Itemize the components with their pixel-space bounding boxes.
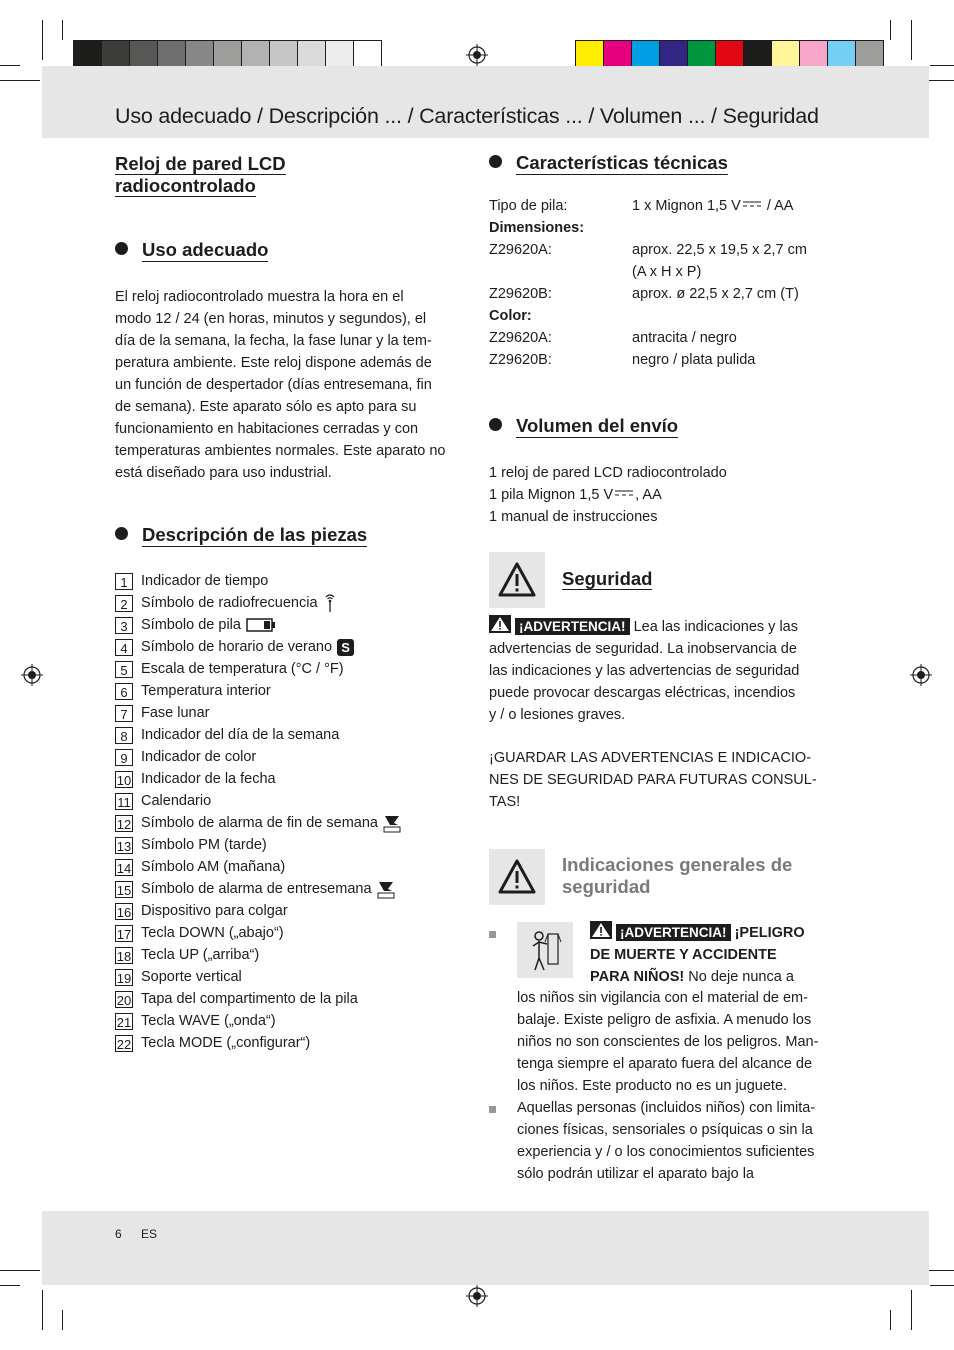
list-item (115, 878, 402, 900)
table-row (489, 264, 807, 286)
tech-table (489, 198, 807, 374)
list-item (115, 1010, 402, 1032)
text-line: funcionamiento en habitaciones cerradas y con (115, 421, 419, 437)
product-title (115, 153, 286, 197)
text-line (590, 966, 840, 988)
crop-mark (0, 65, 20, 66)
section-caracteristicas (489, 152, 728, 174)
text-line: los niños. Este producto no es un juguete. (517, 1078, 788, 1094)
part-number: 22 (116, 1036, 132, 1052)
list-item (489, 484, 727, 506)
list-item (115, 988, 402, 1010)
part-label: Símbolo de pila (141, 617, 241, 633)
table-row (489, 286, 807, 308)
list-item (115, 658, 402, 680)
section-heading-line: seguridad (562, 876, 651, 897)
list-item (115, 570, 402, 592)
spec-value-text: / AA (762, 198, 794, 214)
section-heading: Seguridad (562, 568, 653, 589)
part-label: Indicador de la fecha (141, 771, 276, 787)
text-line: experiencia y / o los conocimientos suficientes (517, 1144, 815, 1160)
crop-mark (890, 20, 891, 40)
part-number: 4 (115, 639, 133, 656)
list-item (115, 900, 402, 922)
part-number: 14 (116, 860, 132, 876)
part-label: Tecla UP („arriba“) (141, 947, 260, 963)
text-line-part: No deje nunca a (684, 969, 794, 985)
list-item (115, 636, 402, 658)
text-line: TAS! (489, 794, 521, 810)
warning-box (489, 552, 545, 608)
crop-mark (911, 20, 912, 60)
warning-triangle-small-icon (590, 921, 612, 939)
crop-mark (911, 1290, 912, 1330)
warning-label: ¡ADVERTENCIA! (616, 924, 731, 941)
text-line: día de la semana, la fecha, la fase lunar y la tem- (115, 333, 432, 349)
part-number: 18 (116, 948, 132, 964)
list-item-text: 1 pila Mignon 1,5 V (489, 487, 614, 503)
warning-triangle-small-icon (489, 615, 511, 633)
volumen-list (489, 462, 727, 528)
warning-label: ¡ADVERTENCIA! (515, 618, 630, 635)
list-item (115, 680, 402, 702)
weekday-alarm-icon (376, 879, 396, 899)
list-item (115, 768, 402, 790)
spec-group-label: Dimensiones: (489, 220, 585, 236)
spec-key: Z29620B: (489, 286, 552, 302)
text-line: modo 12 / 24 (en horas, minutos y segundos), el (115, 311, 427, 327)
spec-value: negro / plata pulida (632, 352, 756, 368)
part-number: 20 (116, 992, 132, 1008)
crop-mark (0, 1285, 20, 1286)
part-number: 2 (115, 595, 133, 612)
spec-key: Z29620B: (489, 352, 552, 368)
list-item (115, 614, 402, 636)
text-line: niños no son conscientes de los peligros. Man- (517, 1034, 819, 1050)
weekend-alarm-icon (382, 813, 402, 833)
part-number: 12 (116, 816, 132, 832)
text-line: balaje. Existe peligro de asfixia. A menudo los (517, 1012, 812, 1028)
part-label: Dispositivo para colgar (141, 903, 288, 919)
part-label: Fase lunar (141, 705, 210, 721)
list-item (115, 1032, 402, 1054)
table-row (489, 308, 807, 330)
text-line: advertencias de seguridad. La inobservancia de (489, 641, 797, 657)
product-title-line-2: radiocontrolado (115, 175, 256, 196)
section-heading-indicaciones (562, 854, 792, 898)
text-line (590, 921, 840, 944)
list-item (115, 834, 402, 856)
section-heading-seguridad (562, 568, 652, 590)
text-line-part: ¡PELIGRO (734, 925, 805, 941)
text-line: peratura ambiente. Este reloj dispone además de (115, 355, 432, 371)
warning-triangle-icon (497, 560, 537, 600)
battery-icon (246, 618, 276, 632)
part-label: Símbolo de horario de verano (141, 639, 333, 655)
part-number: 3 (115, 617, 133, 634)
text-line: DE MUERTE Y ACCIDENTE (590, 947, 777, 963)
part-number: 7 (115, 705, 133, 722)
bullet-dot-icon (489, 418, 502, 431)
summer-time-icon: S (337, 639, 354, 656)
text-line-part: Lea las indicaciones y las (633, 619, 798, 635)
spec-group-label: Color: (489, 308, 532, 324)
part-number: 6 (115, 683, 133, 700)
section-heading: Características técnicas (516, 152, 728, 173)
bullet-dot-icon (115, 242, 128, 255)
list-item (115, 944, 402, 966)
list-item: 1 reloj de pared LCD radiocontrolado (489, 465, 727, 481)
part-label: Tecla MODE („configurar“) (141, 1035, 311, 1051)
spec-value: aprox. ø 22,5 x 2,7 cm (T) (632, 286, 799, 302)
list-item (115, 812, 402, 834)
text-line: un función de despertador (días entresemana, fin (115, 377, 432, 393)
text-line: y / o lesiones graves. (489, 707, 626, 723)
bullet-1-body (517, 987, 847, 1097)
registration-mark-icon (466, 44, 488, 66)
bullet-2-body (517, 1097, 847, 1185)
text-line: puede provocar descargas eléctricas, incendios (489, 685, 796, 701)
registration-mark-icon (910, 664, 932, 686)
section-heading: Descripción de las piezas (142, 524, 368, 545)
part-number: 5 (115, 661, 133, 678)
part-number: 9 (115, 749, 133, 766)
part-label: Tapa del compartimento de la pila (141, 991, 358, 1007)
text-line: NES DE SEGURIDAD PARA FUTURAS CONSUL- (489, 772, 817, 788)
spec-value (632, 198, 793, 220)
text-line: ciones físicas, sensoriales o psíquicas o sin la (517, 1122, 813, 1138)
registration-mark-icon (466, 1285, 488, 1307)
part-number: 21 (116, 1014, 132, 1030)
warning-box (489, 849, 545, 905)
table-row (489, 330, 807, 352)
table-row (489, 220, 807, 242)
part-label: Indicador de color (141, 749, 257, 765)
part-label: Símbolo de radiofrecuencia (141, 595, 318, 611)
part-label: Indicador del día de la semana (141, 727, 340, 743)
text-line: los niños sin vigilancia con el material de em- (517, 990, 808, 1006)
section-heading: Volumen del envío (516, 415, 679, 436)
page-title: Uso adecuado / Descripción ... / Características ... / Volumen ... / Seguridad (115, 104, 819, 128)
spec-value: antracita / negro (632, 330, 737, 346)
table-row (489, 242, 807, 264)
part-number: 15 (116, 882, 132, 898)
text-line: de semana). Este aparato sólo es apto para su (115, 399, 417, 415)
text-line: las indicaciones y las advertencias de seguridad (489, 663, 800, 679)
list-item (115, 966, 402, 988)
radio-signal-icon (323, 593, 337, 613)
crop-mark (890, 1310, 891, 1330)
spec-key: Z29620A: (489, 242, 552, 258)
text-line: Aquellas personas (incluidos niños) con limita- (517, 1100, 816, 1116)
list-item (115, 724, 402, 746)
text-line: ¡GUARDAR LAS ADVERTENCIAS E INDICACIO- (489, 750, 812, 766)
list-item (115, 790, 402, 812)
crop-mark (0, 80, 40, 81)
dc-symbol-icon (742, 200, 762, 210)
list-item (115, 746, 402, 768)
section-descripcion (115, 524, 367, 546)
text-line (489, 615, 839, 638)
bullet-square-icon (489, 931, 496, 938)
text-line: temperaturas ambientes normales. Este aparato no (115, 443, 446, 459)
spec-key: Tipo de pila: (489, 198, 568, 214)
product-title-line-1: Reloj de pared LCD (115, 153, 286, 174)
part-number: 13 (116, 838, 132, 854)
warning-triangle-icon (497, 857, 537, 897)
text-line: sólo podrán utilizar el aparato bajo la (517, 1166, 754, 1182)
uso-paragraph (115, 286, 465, 484)
footer-band (42, 1211, 929, 1285)
text-line-part: PARA NIÑOS! (590, 969, 685, 985)
table-row (489, 198, 807, 220)
text-line: está diseñado para uso industrial. (115, 465, 332, 481)
language-code: ES (141, 1227, 158, 1241)
part-number: 8 (115, 727, 133, 744)
part-label: Indicador de tiempo (141, 573, 269, 589)
bullet-1-header (590, 921, 840, 988)
part-label: Temperatura interior (141, 683, 271, 699)
part-label: Tecla DOWN („abajo“) (141, 925, 284, 941)
spec-value-text: 1 x Mignon 1,5 V (632, 198, 741, 214)
crop-mark (42, 20, 43, 60)
section-volumen (489, 415, 678, 437)
guardar-paragraph (489, 747, 817, 813)
bullet-square-icon (489, 1106, 496, 1113)
crop-mark (930, 1285, 954, 1286)
part-number: 16 (116, 904, 132, 920)
part-label: Escala de temperatura (°C / °F) (141, 661, 344, 677)
bullet-dot-icon (115, 527, 128, 540)
text-line: El reloj radiocontrolado muestra la hora en el (115, 289, 404, 305)
spec-key: Z29620A: (489, 330, 552, 346)
table-row (489, 352, 807, 374)
crop-mark (62, 1310, 63, 1330)
section-heading: Uso adecuado (142, 239, 269, 260)
list-item-text: , AA (635, 487, 662, 503)
child-warning-pictogram-icon (517, 922, 573, 978)
part-number: 10 (116, 772, 132, 788)
list-item (115, 702, 402, 724)
list-item (115, 592, 402, 614)
part-label: Tecla WAVE („onda“) (141, 1013, 276, 1029)
part-label: Calendario (141, 793, 212, 809)
crop-mark (62, 20, 63, 40)
registration-mark-icon (21, 664, 43, 686)
crop-mark (0, 1270, 40, 1271)
part-number: 11 (115, 793, 133, 810)
part-label: Símbolo de alarma de fin de semana (141, 815, 378, 831)
section-heading-line: Indicaciones generales de (562, 854, 793, 875)
page-number: 6 (115, 1227, 122, 1241)
bullet-dot-icon (489, 155, 502, 168)
parts-list (115, 570, 402, 1054)
part-number: 1 (115, 573, 133, 590)
part-number: 19 (116, 970, 132, 986)
part-number: 17 (116, 926, 132, 942)
spec-value: aprox. 22,5 x 19,5 x 2,7 cm (632, 242, 807, 258)
crop-mark (42, 1290, 43, 1330)
part-label: Símbolo AM (mañana) (141, 859, 286, 875)
part-label: Símbolo PM (tarde) (141, 837, 267, 853)
crop-mark (930, 65, 954, 66)
part-label: Soporte vertical (141, 969, 242, 985)
spec-value: (A x H x P) (632, 264, 702, 280)
list-item (115, 922, 402, 944)
list-item: 1 manual de instrucciones (489, 509, 658, 525)
dc-symbol-icon (614, 489, 634, 499)
part-label: Símbolo de alarma de entresemana (141, 881, 372, 897)
text-line: tenga siempre el aparato fuera del alcance de (517, 1056, 813, 1072)
list-item (115, 856, 402, 878)
section-uso-adecuado (115, 239, 268, 261)
seguridad-paragraph (489, 615, 839, 726)
